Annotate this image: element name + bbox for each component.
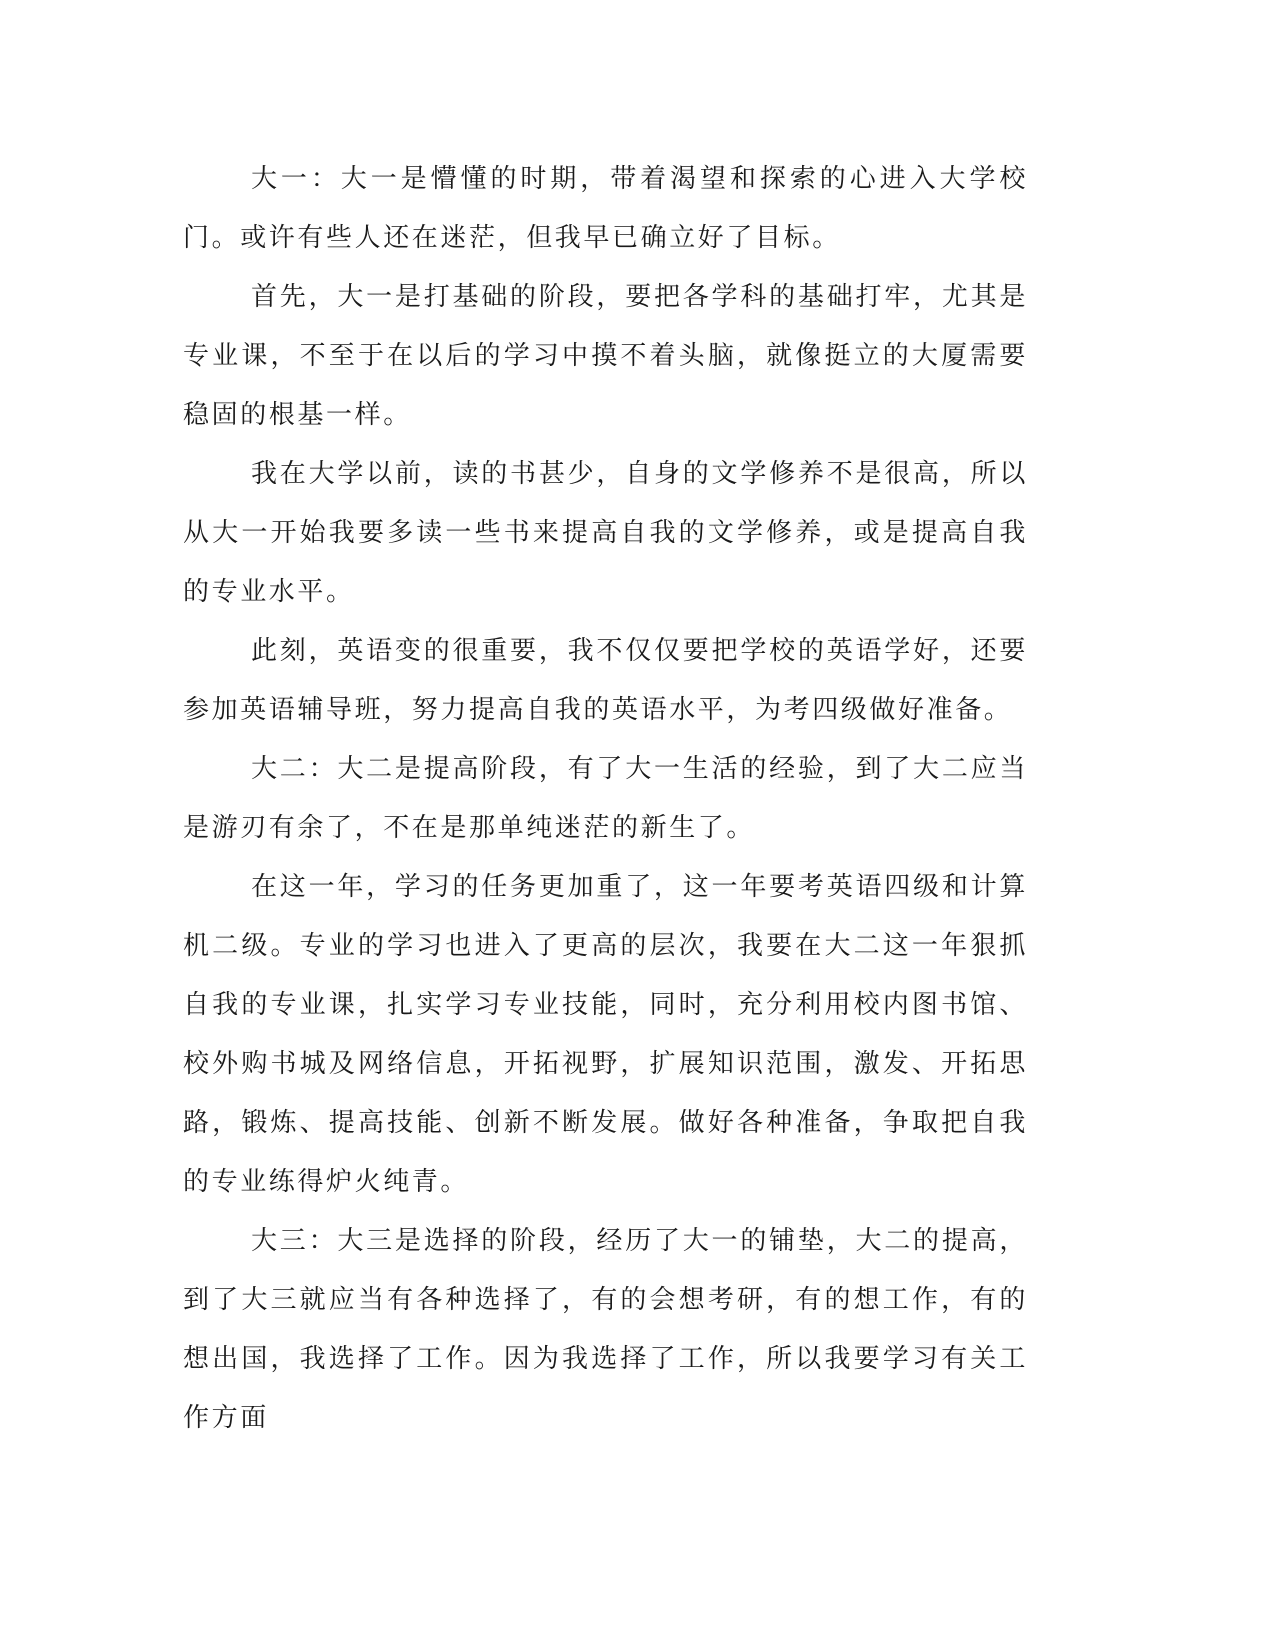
paragraph-english: 此刻，英语变的很重要，我不仅仅要把学校的英语学好，还要参加英语辅导班，努力提高自我的英语水平，为考四级做好准备。 <box>183 636 1028 725</box>
paragraph-sophomore-study: 在这一年，学习的任务更加重了，这一年要考英语四级和计算机二级。专业的学习也进入了更高的层次，我要在大二这一年狠抓自我的专业课，扎实学习专业技能，同时，充分利用校内图书馆、校外购书城及网络信息，开拓视野，扩展知识范围，激发、开拓思路，锻炼、提高技能、创新不断发展。做好各种准备，争取把自我的专业练得炉火纯青。 <box>183 872 1028 1197</box>
paragraph-foundation: 首先，大一是打基础的阶段，要把各学科的基础打牢，尤其是专业课，不至于在以后的学习中摸不着头脑，就像挺立的大厦需要稳固的根基一样。 <box>183 282 1028 430</box>
paragraph-reading: 我在大学以前，读的书甚少，自身的文学修养不是很高，所以从大一开始我要多读一些书来提高自我的文学修养，或是提高自我的专业水平。 <box>183 459 1028 607</box>
paragraph-freshman-year: 大一：大一是懵懂的时期，带着渴望和探索的心进入大学校门。或许有些人还在迷茫，但我早已确立好了目标。 <box>183 164 1028 253</box>
paragraph-sophomore-year: 大二：大二是提高阶段，有了大一生活的经验，到了大二应当是游刃有余了，不在是那单纯迷茫的新生了。 <box>183 754 1028 843</box>
document-body <box>183 150 1028 1448</box>
paragraph-junior-year: 大三：大三是选择的阶段，经历了大一的铺垫，大二的提高，到了大三就应当有各种选择了，有的会想考研，有的想工作，有的想出国，我选择了工作。因为我选择了工作，所以我要学习有关工作方面 <box>183 1226 1028 1433</box>
